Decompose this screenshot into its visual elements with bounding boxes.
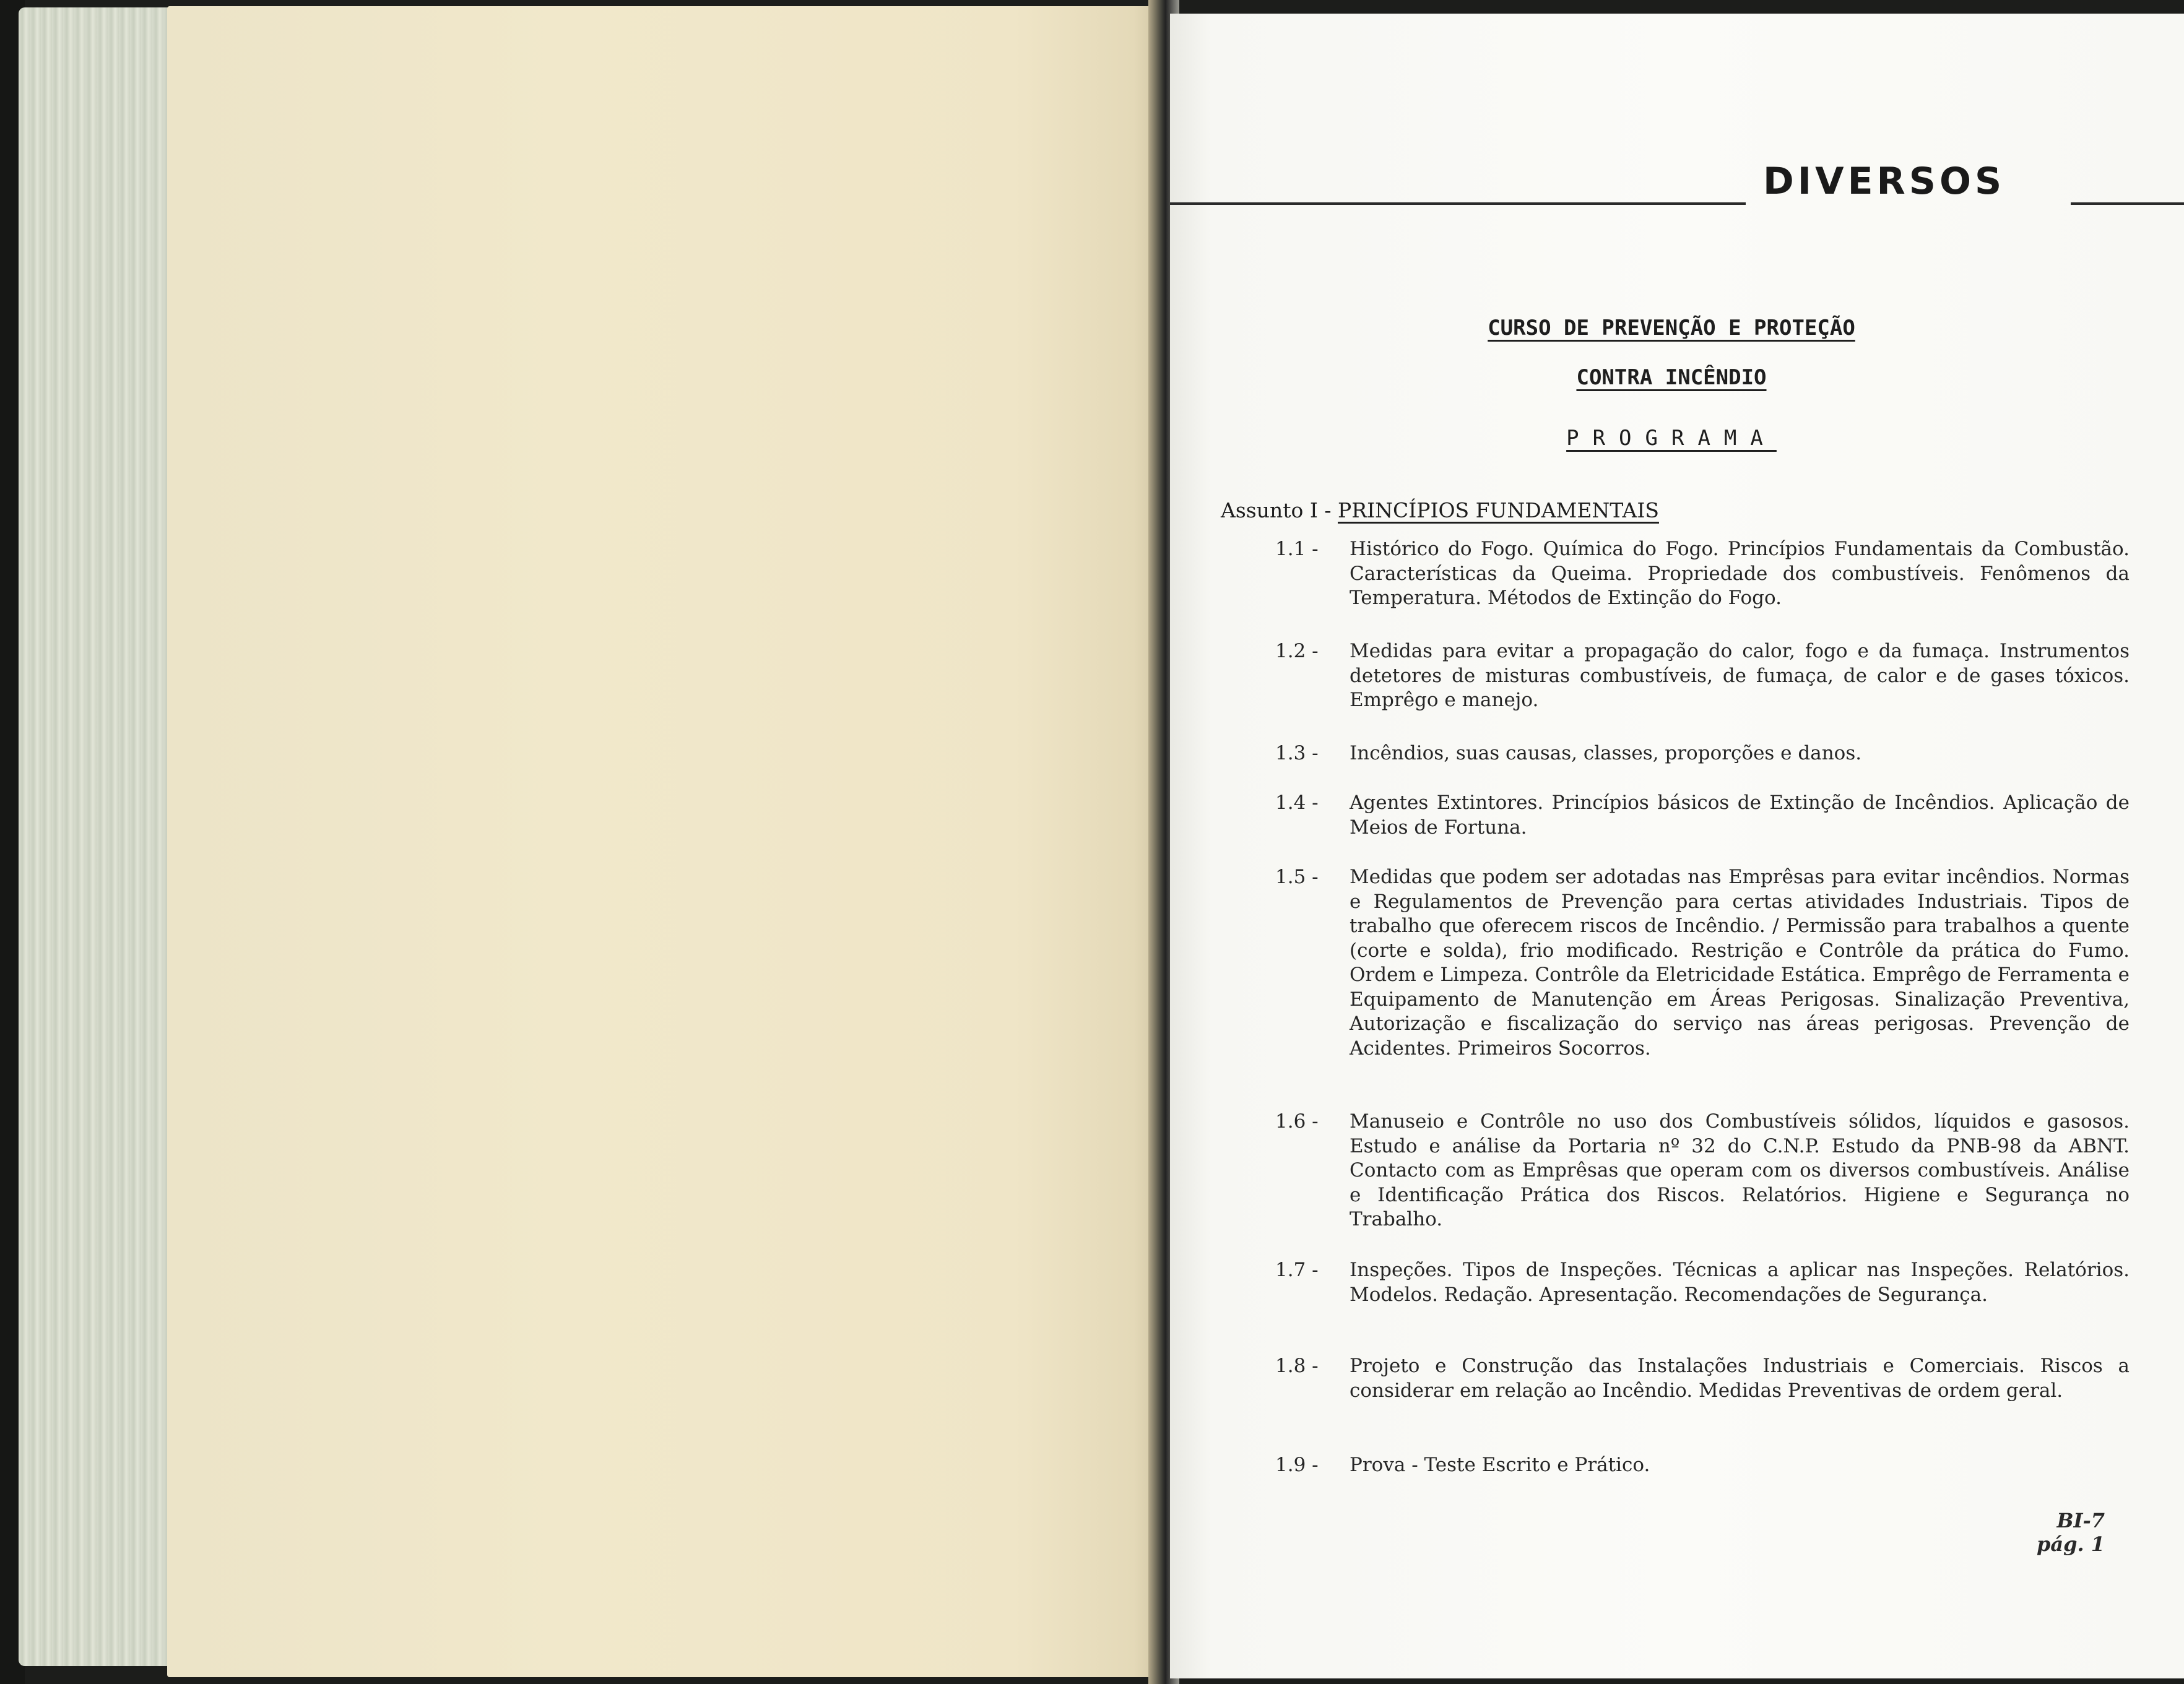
item-number: 1.4 - — [1275, 792, 1319, 814]
item-text: Manuseio e Contrôle no uso dos Combustíveis sólidos, líquidos e gasosos. Estudo e análise da Portaria nº 32 do C.N.P. Estudo da PNB-98 da ABNT. Contacto com as Emprêsas que operam com os diversos combustíveis. Análise e Identificação Prática dos Riscos. Relatórios. Higiene e Segurança no Trabalho. — [1350, 1110, 2130, 1230]
item-text: Medidas para evitar a propagação do calor, fogo e da fumaça. Instrumentos detetores de misturas combustíveis, de fumaça, de calor e de gases tóxicos. Emprêgo e manejo. — [1350, 640, 2130, 711]
item-text: Prova - Teste Escrito e Prático. — [1350, 1454, 1650, 1476]
program-label: PROGRAMA — [1566, 426, 1777, 451]
item-number: 1.1 - — [1275, 538, 1319, 560]
item-number: 1.2 - — [1275, 640, 1319, 662]
left-page-blank — [167, 6, 1164, 1677]
header-rule-left — [1170, 202, 1746, 205]
item-number: 1.5 - — [1275, 866, 1319, 888]
course-title-line-2: CONTRA INCÊNDIO — [1576, 365, 1767, 390]
header-rule-right — [2071, 202, 2184, 205]
course-title-line-1: CURSO DE PREVENÇÃO E PROTEÇÃO — [1488, 316, 1855, 340]
page-number: pág. 1 — [2036, 1532, 2105, 1556]
item-number: 1.8 - — [1275, 1355, 1319, 1377]
item-number: 1.3 - — [1275, 742, 1319, 764]
item-text: Medidas que podem ser adotadas nas Emprêsas para evitar incêndios. Normas e Regulamentos de Prevenção para certas atividades Industriais. Tipos de trabalho que oferecem riscos de Incêndio. / Permissão para trabalhos a quente (corte e solda), frio modificado. Restrição e Contrôle da prática do Fumo. Ordem e Limpeza. Contrôle da Eletricidade Estática. Emprêgo de Ferramenta e Equipamento de Manutenção em Áreas Perigosas. Sinalização Preventiva, Autorização e fiscalização do serviço nas áreas perigosas. Prevenção de Acidentes. Primeiros Socorros. — [1350, 866, 2130, 1060]
item-text: Histórico do Fogo. Química do Fogo. Princípios Fundamentais da Combustão. Características da Queima. Propriedade dos combustíveis. Fenômenos da Temperatura. Métodos de Extinção do Fogo. — [1350, 538, 2130, 609]
item-text: Agentes Extintores. Princípios básicos de Extinção de Incêndios. Aplicação de Meios de Fortuna. — [1350, 792, 2130, 839]
section-title: DIVERSOS — [1763, 160, 2006, 203]
item-number: 1.7 - — [1275, 1259, 1319, 1281]
page-edges — [19, 7, 180, 1666]
subject-line — [1221, 498, 2026, 529]
item-text: Incêndios, suas causas, classes, proporções e danos. — [1350, 742, 1862, 764]
doc-code: BI-7 — [2056, 1509, 2105, 1532]
subject-prefix: Assunto I - — [1221, 498, 1332, 522]
item-text: Inspeções. Tipos de Inspeções. Técnicas a aplicar nas Inspeções. Relatórios. Modelos. Redação. Apresentação. Recomendações de Segurança. — [1350, 1259, 2130, 1306]
item-number: 1.9 - — [1275, 1454, 1319, 1476]
item-number: 1.6 - — [1275, 1110, 1319, 1133]
item-text: Projeto e Construção das Instalações Industriais e Comerciais. Riscos a considerar em relação ao Incêndio. Medidas Preventivas de ordem geral. — [1350, 1355, 2130, 1402]
page-reference — [2018, 1509, 2105, 1556]
subject-heading: PRINCÍPIOS FUNDAMENTAIS — [1338, 498, 1659, 522]
right-page — [1170, 14, 2184, 1678]
